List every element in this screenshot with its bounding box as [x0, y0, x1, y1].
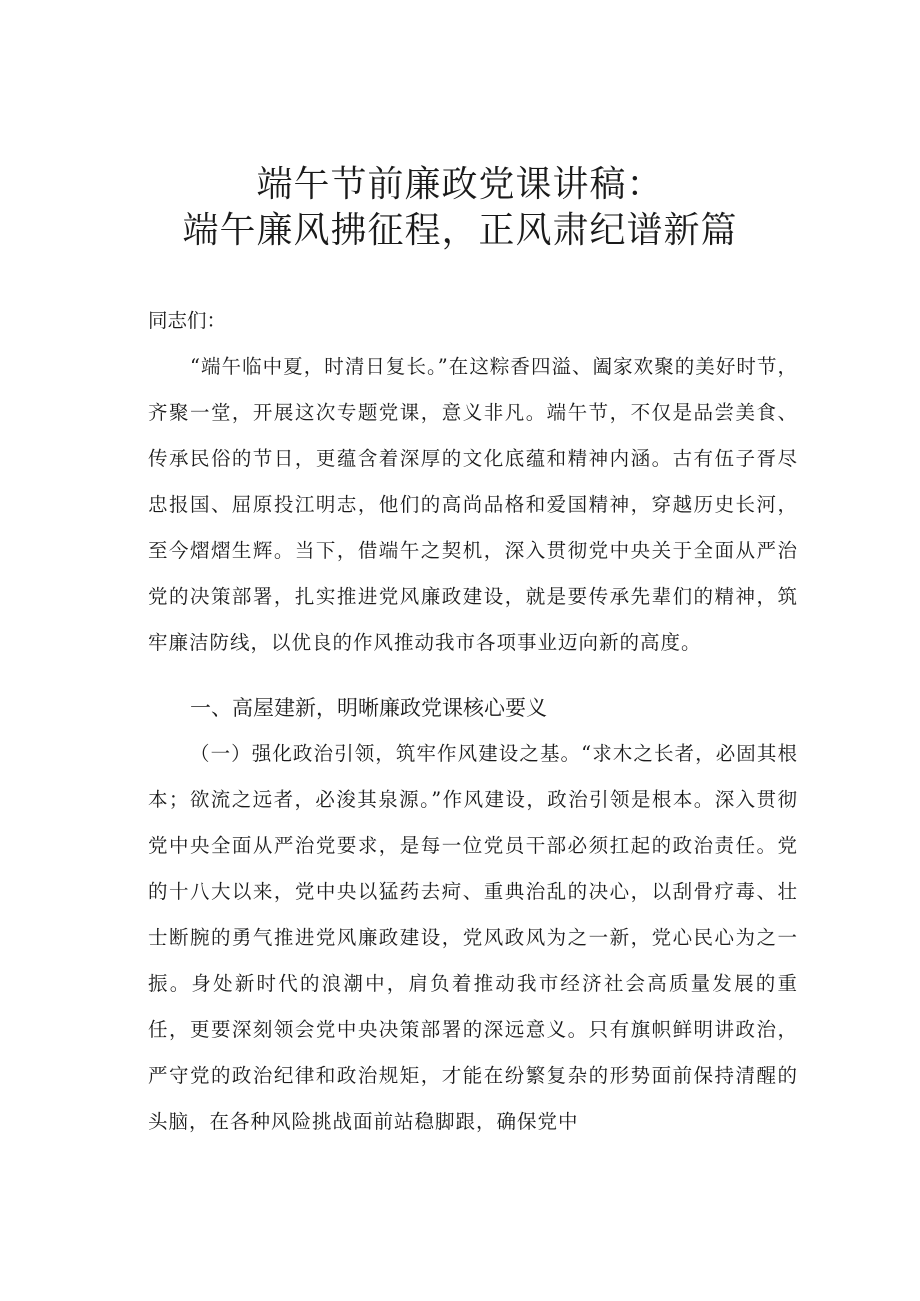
paragraph-section-1-1: （一）强化政治引领，筑牢作风建设之基。“求木之长者，必固其根本；欲流之远者，必浚其泉源。”作风建设，政治引领是根本。深入贯彻党中央全面从严治党要求，是每一位党员干部必须扛起的政治责任。党的十八大以来，党中央以猛药去疴、重典治乱的决心，以刮骨疗毒、壮士断腕的勇气推进党风廉政建设，党风政风为之一新，党心民心为之一振。身处新时代的浪潮中，肩负着推动我市经济社会高质量发展的重任，更要深刻领会党中央决策部署的深远意义。只有旗帜鲜明讲政治，严守党的政治纪律和政治规矩，才能在纷繁复杂的形势面前保持清醒的头脑，在各种风险挑战面前站稳脚跟，确保党中 — [148, 742, 798, 1133]
document-title-line-2: 端午廉风拂征程，正风肃纪谱新篇 — [182, 210, 738, 251]
salutation: 同志们： — [148, 309, 227, 332]
section-heading-1: 一、高屋建新，明晰廉政党课核心要义 — [190, 696, 547, 720]
paragraph-intro: “端午临中夏，时清日复长。”在这粽香四溢、阖家欢聚的美好时节，齐聚一堂，开展这次专题党课，意义非凡。端午节，不仅是品尝美食、传承民俗的节日，更蕴含着深厚的文化底蕴和精神内涵。古有伍子胥尽忠报国、屈原投江明志，他们的高尚品格和爱国精神，穿越历史长河，至今熠熠生辉。当下，借端午之契机，深入贯彻党中央关于全面从严治党的决策部署，扎实推进党风廉政建设，就是要传承先辈们的精神，筑牢廉洁防线，以优良的作风推动我市各项事业迈向新的高度。 — [148, 355, 798, 654]
document-title-line-1: 端午节前廉政党课讲稿： — [256, 164, 664, 205]
